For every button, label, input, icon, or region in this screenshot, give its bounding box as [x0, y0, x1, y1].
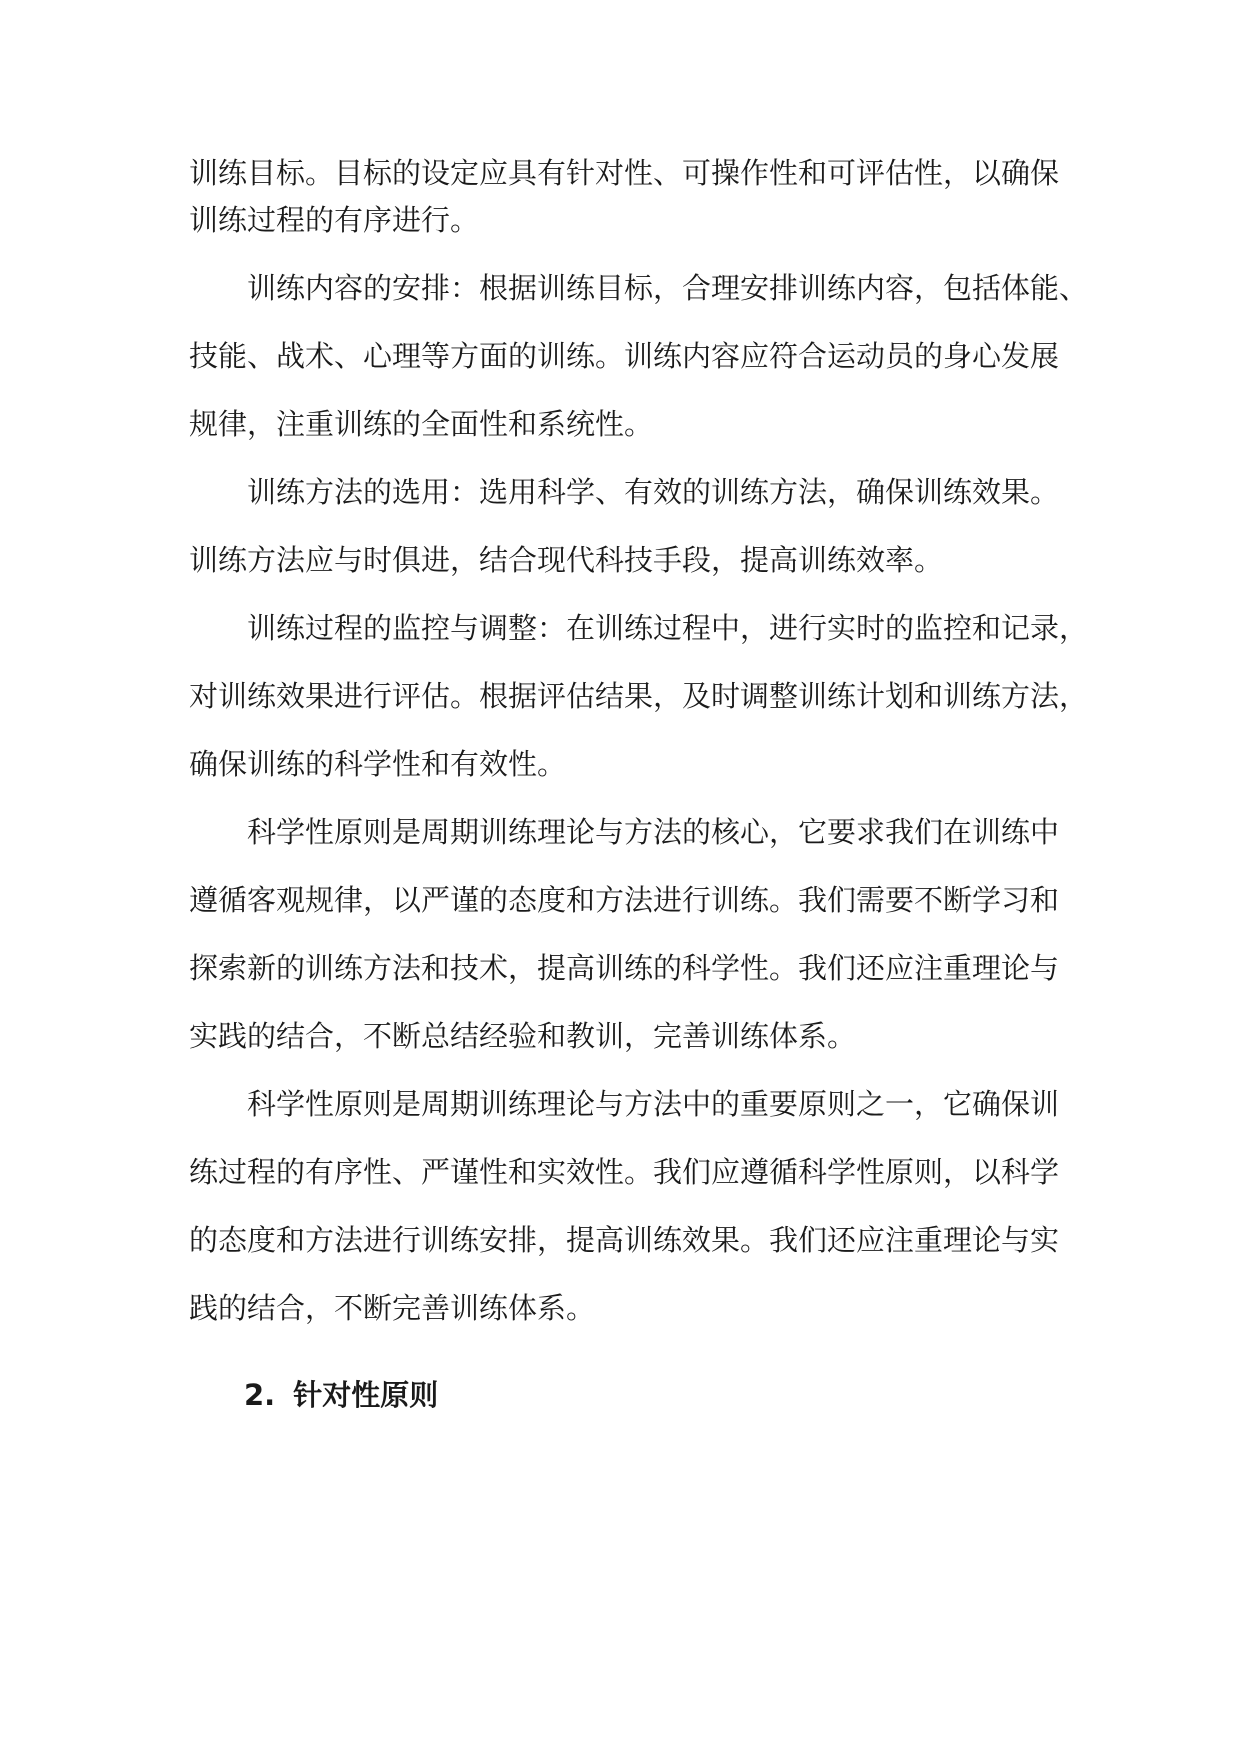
paragraph-line: 训练方法的选用：选用科学、有效的训练方法，确保训练效果。 [247, 475, 1060, 509]
section-heading [244, 1375, 438, 1415]
paragraph-line: 实践的结合，不断总结经验和教训，完善训练体系。 [189, 1019, 857, 1053]
section-heading-number: 2. [244, 1378, 276, 1412]
paragraph-line: 技能、战术、心理等方面的训练。训练内容应符合运动员的身心发展 [189, 339, 1060, 373]
paragraph-line: 探索新的训练方法和技术，提高训练的科学性。我们还应注重理论与 [189, 951, 1060, 985]
paragraph-line: 确保训练的科学性和有效性。 [189, 747, 567, 781]
paragraph-line: 的态度和方法进行训练安排，提高训练效果。我们还应注重理论与实 [189, 1223, 1060, 1257]
paragraph-line: 遵循客观规律，以严谨的态度和方法进行训练。我们需要不断学习和 [189, 883, 1060, 917]
paragraph-line: 训练内容的安排：根据训练目标，合理安排训练内容，包括体能、 [247, 271, 1089, 305]
paragraph-line: 对训练效果进行评估。根据评估结果，及时调整训练计划和训练方法， [189, 679, 1089, 713]
paragraph-line: 训练方法应与时俱进，结合现代科技手段，提高训练效率。 [189, 543, 944, 577]
paragraph-line: 练过程的有序性、严谨性和实效性。我们应遵循科学性原则，以科学 [189, 1155, 1060, 1189]
paragraph-line: 科学性原则是周期训练理论与方法的核心，它要求我们在训练中 [247, 815, 1060, 849]
paragraph-line: 训练过程的有序进行。 [189, 203, 480, 237]
paragraph-line: 规律，注重训练的全面性和系统性。 [189, 407, 654, 441]
paragraph-line: 训练过程的监控与调整：在训练过程中，进行实时的监控和记录， [247, 611, 1089, 645]
paragraph-line: 训练目标。目标的设定应具有针对性、可操作性和可评估性，以确保 [189, 156, 1060, 190]
paragraph-line: 践的结合，不断完善训练体系。 [189, 1291, 596, 1325]
section-heading-title: 针对性原则 [293, 1378, 439, 1412]
paragraph-line: 科学性原则是周期训练理论与方法中的重要原则之一，它确保训 [247, 1087, 1060, 1121]
